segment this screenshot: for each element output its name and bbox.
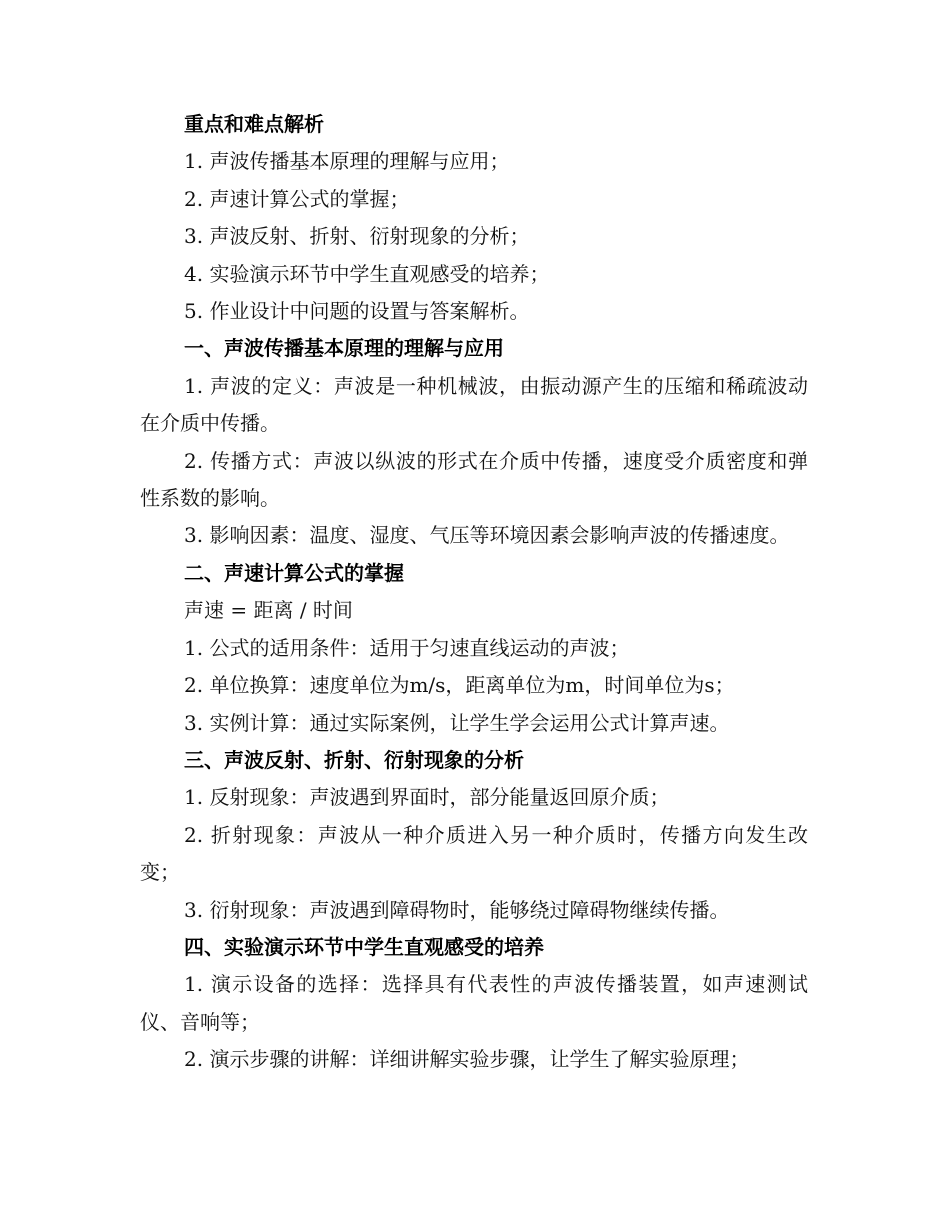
section-1-title: 一、声波传播基本原理的理解与应用 — [184, 336, 504, 361]
section-2-formula: 声速 = 距离 / 时间 — [184, 598, 353, 623]
section-2-item-2: 2. 单位换算：速度单位为m/s，距离单位为m，时间单位为s； — [184, 673, 735, 698]
section-4-title: 四、实验演示环节中学生直观感受的培养 — [184, 934, 544, 959]
key-point-5: 5. 作业设计中问题的设置与答案解析。 — [184, 299, 530, 324]
key-point-4: 4. 实验演示环节中学生直观感受的培养； — [184, 261, 550, 286]
section-3-title: 三、声波反射、折射、衍射现象的分析 — [184, 747, 524, 772]
key-point-2: 2. 声速计算公式的掌握； — [184, 186, 410, 211]
section-2-title: 二、声速计算公式的掌握 — [184, 560, 404, 585]
key-point-3: 3. 声波反射、折射、衍射现象的分析； — [184, 224, 530, 249]
section-3-item-2: 2. 折射现象：声波从一种介质进入另一种介质时，传播方向发生改变； — [140, 822, 808, 885]
section-4-item-2: 2. 演示步骤的讲解：详细讲解实验步骤，让学生了解实验原理； — [184, 1047, 750, 1072]
section-1-item-3: 3. 影响因素：温度、湿度、气压等环境因素会影响声波的传播速度。 — [184, 523, 790, 548]
section-1-item-2: 2. 传播方式：声波以纵波的形式在介质中传播，速度受介质密度和弹性系数的影响。 — [140, 448, 808, 511]
section-2-item-1: 1. 公式的适用条件：适用于匀速直线运动的声波； — [184, 635, 630, 660]
section-2-item-3: 3. 实例计算：通过实际案例，让学生学会运用公式计算声速。 — [184, 710, 730, 735]
section-1-item-1: 1. 声波的定义：声波是一种机械波，由振动源产生的压缩和稀疏波动在介质中传播。 — [140, 373, 808, 436]
heading-key-points: 重点和难点解析 — [184, 112, 324, 136]
section-3-item-1: 1. 反射现象：声波遇到界面时，部分能量返回原介质； — [184, 785, 670, 810]
section-4-item-1: 1. 演示设备的选择：选择具有代表性的声波传播装置，如声速测试仪、音响等； — [140, 972, 808, 1034]
key-point-1: 1. 声波传播基本原理的理解与应用； — [184, 149, 510, 174]
section-3-item-3: 3. 衍射现象：声波遇到障碍物时，能够绕过障碍物继续传播。 — [184, 897, 730, 922]
document-body — [140, 106, 808, 1079]
